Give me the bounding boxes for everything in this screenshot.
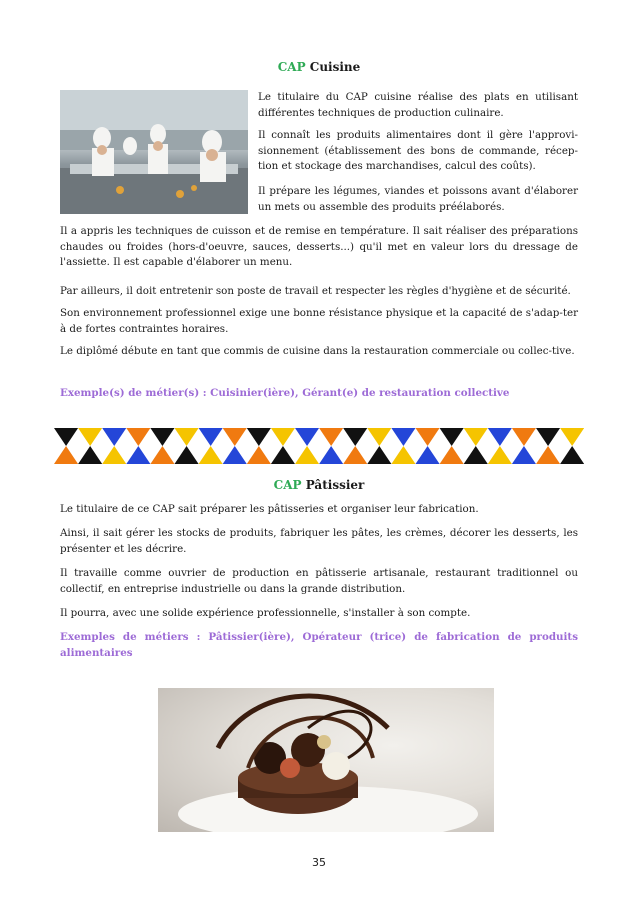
banner-triangle	[512, 446, 536, 464]
banner-triangle	[440, 446, 464, 464]
banner-triangle	[295, 446, 319, 464]
banner-triangle	[150, 446, 174, 464]
cuisine-para-5: Par ailleurs, il doit entretenir son poste de travail et respecter les règles d'hygiène et de sécurité.	[60, 285, 571, 297]
banner-triangle	[343, 446, 367, 464]
kitchen-photo	[60, 90, 248, 214]
cap-label: CAP	[273, 478, 302, 492]
banner-triangle	[54, 428, 78, 446]
banner-triangle	[536, 446, 560, 464]
banner-triangle	[391, 428, 415, 446]
dessert-illustration	[158, 688, 494, 832]
banner-triangle	[247, 428, 271, 446]
banner-triangle	[319, 446, 343, 464]
banner-triangle	[199, 428, 223, 446]
banner-triangle	[271, 428, 295, 446]
page-number: 35	[312, 856, 326, 869]
section-title-cuisine	[0, 60, 638, 74]
patissier-para-2: Ainsi, il sait gérer les stocks de produits, fabriquer les pâtes, les crèmes, décorer les desserts, les présenter et les décrire.	[60, 527, 578, 555]
patissier-para-3: Il travaille comme ouvrier de production en pâtisserie artisanale, restaurant traditionnel ou collectif, en entreprise industrielle ou dans la grande distribution.	[60, 567, 578, 595]
banner-triangle	[391, 446, 415, 464]
banner-triangle	[367, 428, 391, 446]
cuisine-para-1: Le titulaire du CAP cuisine réalise des plats en utilisant différentes techniques de production culinaire.	[258, 91, 578, 119]
banner-triangle	[464, 428, 488, 446]
banner-triangle	[367, 446, 391, 464]
banner-triangle	[464, 446, 488, 464]
cuisine-para-3: Il prépare les légumes, viandes et poissons avant d'élaborer un mets ou assemble des produits préélaborés.	[258, 185, 578, 213]
banner-triangle	[175, 446, 199, 464]
banner-triangle	[126, 446, 150, 464]
banner-triangle	[78, 446, 102, 464]
section-title-patissier	[0, 478, 638, 492]
banner-triangle	[416, 428, 440, 446]
banner-triangle	[150, 428, 174, 446]
banner-triangle	[175, 428, 199, 446]
banner-triangle	[295, 428, 319, 446]
banner-triangle	[223, 446, 247, 464]
banner-triangle	[102, 428, 126, 446]
cuisine-para-4: Il a appris les techniques de cuisson et de remise en température. Il sait réaliser des préparations chaudes ou froides (hors-d'oeuvre, sauces, desserts...) qu'il met en valeur lors du dressage de l'assiette. Il est capable d'élaborer un menu.	[60, 225, 578, 268]
cuisine-para-6: Son environnement professionnel exige une bonne résistance physique et la capacité de s'adap-ter à de fortes contraintes horaires.	[60, 307, 578, 335]
banner-triangle	[488, 428, 512, 446]
banner-triangle	[78, 428, 102, 446]
banner-triangle	[536, 428, 560, 446]
banner-triangle	[560, 428, 584, 446]
cuisine-example-jobs: Exemple(s) de métier(s) : Cuisinier(ière), Gérant(e) de restauration collective	[60, 387, 510, 399]
banner-triangle	[512, 428, 536, 446]
banner-triangle	[102, 446, 126, 464]
kitchen-illustration	[60, 90, 248, 214]
patissier-para-4: Il pourra, avec une solide expérience professionnelle, s'installer à son compte.	[60, 607, 471, 619]
banner-triangle	[54, 446, 78, 464]
banner-triangle	[560, 446, 584, 464]
banner-triangle	[271, 446, 295, 464]
title-text: Cuisine	[309, 60, 361, 74]
cuisine-para-7: Le diplômé débute en tant que commis de cuisine dans la restauration commerciale ou collec-tive.	[60, 345, 575, 357]
banner-triangle	[126, 428, 150, 446]
banner-triangle	[416, 446, 440, 464]
dessert-photo	[158, 688, 494, 832]
banner-triangle	[343, 428, 367, 446]
decorative-triangle-banner	[54, 428, 584, 464]
patissier-example-jobs: Exemples de métiers : Pâtissier(ière), Opérateur (trice) de fabrication de produits alimentaires	[60, 631, 578, 659]
patissier-para-1: Le titulaire de ce CAP sait préparer les pâtisseries et organiser leur fabrication.	[60, 503, 479, 515]
banner-triangle	[440, 428, 464, 446]
banner-triangle	[223, 428, 247, 446]
cuisine-para-2: Il connaît les produits alimentaires dont il gère l'approvi-sionnement (établissement des bons de commande, récep-tion et stockage des marchandises, calcul des coûts).	[258, 129, 578, 172]
banner-triangle	[319, 428, 343, 446]
title-text: Pâtissier	[305, 478, 365, 492]
banner-triangle	[247, 446, 271, 464]
banner-triangle	[488, 446, 512, 464]
banner-triangle	[199, 446, 223, 464]
cap-label: CAP	[277, 60, 306, 74]
